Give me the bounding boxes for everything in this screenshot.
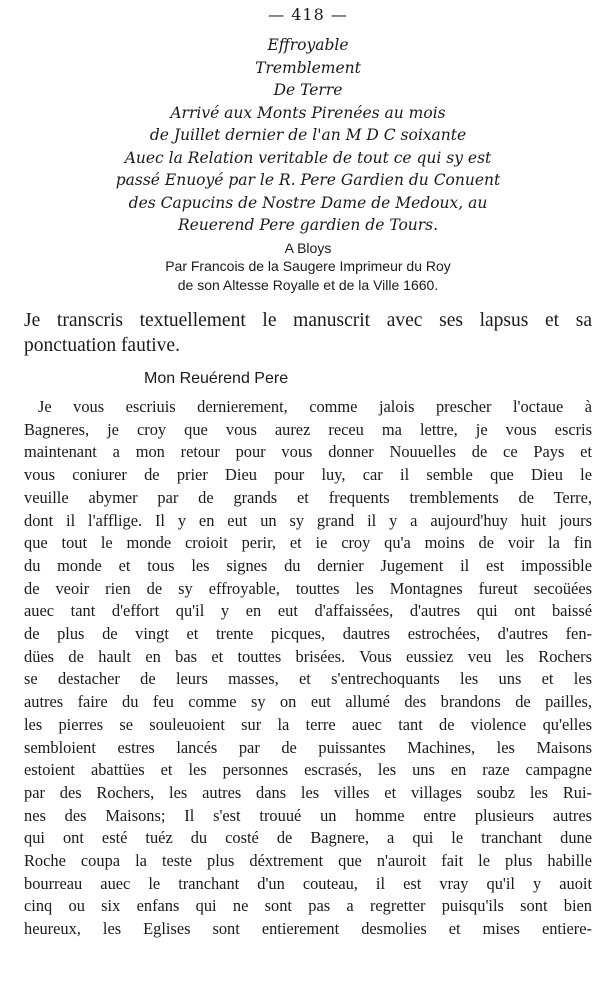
letter-line: Bagneres, je croy que vous aurez receu ma lettre, je vous escris xyxy=(24,419,592,439)
letter-line: Je vous escriuis dernierement, comme jalois prescher l'octaue à xyxy=(38,397,592,416)
letter-line: qui ont esté tuéz du costé de Bagnere, a qui le tranchant dune xyxy=(24,828,592,848)
letter-line: Roche coupa la teste plus déxtrement que n'auroit fait le plus habille xyxy=(24,851,592,871)
letter-line: du monde et tous les signes du dernier Jugement il est impossible xyxy=(24,555,592,575)
pamphlet-title xyxy=(24,34,592,237)
letter-line: de veoir rien de sy effroyable, touttes les Montagnes fureut secoüées xyxy=(24,578,592,598)
letter-line: bourreau auec le tranchant d'un couteau, il est vray qu'il y auoit xyxy=(24,873,592,893)
title-line: Arrivé aux Monts Pirenées au mois xyxy=(170,103,446,122)
imprint-line: de son Altesse Royalle et de la Ville 1660. xyxy=(177,276,439,293)
editor-note-line: Je transcris textuellement le manuscrit avec ses lapsus et sa xyxy=(24,310,592,331)
title-line: de Juillet dernier de l'an M D C soixante xyxy=(149,126,467,144)
letter-line: de plus de vingt et trente picques, dautres estrochées, d'autres fen- xyxy=(24,624,592,644)
letter-body xyxy=(24,396,592,941)
letter-line: dont il l'afflige. Il y en eut un sy grand il y a aujourd'huy huit jours xyxy=(24,510,592,530)
letter-line: sembloient estres lancés par de puissantes Machines, les Maisons xyxy=(24,737,592,757)
letter-line: se destacher de leurs masses, et s'entrechoquants les uns et les xyxy=(24,669,592,689)
title-line: Tremblement xyxy=(255,58,361,77)
letter-line: estoient abattües et les personnes escrasés, les uns en raze campagne xyxy=(24,760,592,780)
letter-line: vous coniurer de prier Dieu pour luy, car il semble que Dieu le xyxy=(24,465,592,485)
letter-line: dües de hault en bas et touttes brisées. Vous eussiez veu les Rochers xyxy=(24,646,592,666)
letter-line: autres faire du feu comme sy on eut allumé des brandons de pailles, xyxy=(24,692,592,712)
title-line: passé Enuoyé par le R. Pere Gardien du Conuent xyxy=(115,171,501,189)
title-line: Effroyable xyxy=(267,36,349,54)
editor-note xyxy=(24,308,592,358)
letter-line: veuille abymer par de grands et frequents tremblements de Terre, xyxy=(24,487,592,507)
letter-line: cinq ou six enfans qui ne sont pas a regretter puisqu'ils sont bien xyxy=(24,896,592,916)
imprint-line: Par Francois de la Saugere Imprimeur du Roy xyxy=(165,258,451,274)
title-line: des Capucins de Nostre Dame de Medoux, au xyxy=(128,193,488,212)
letter-line: que tout le monde croioit perir, et ie croy qu'a moins de voir la fin xyxy=(24,533,592,553)
letter-line: auec tant d'effort qu'il y en eut d'affaissées, d'autres qui ont baissé xyxy=(24,601,592,621)
title-line: Reuerend Pere gardien de Tours. xyxy=(177,216,439,234)
letter-salutation: Mon Reuérend Pere xyxy=(144,370,289,387)
letter-line: par des Rochers, les autres dans les villes et villages soubz les Rui- xyxy=(24,782,592,802)
imprint-line: A Bloys xyxy=(284,239,332,256)
page-number: — 418 — xyxy=(268,5,348,24)
editor-note-line: ponctuation fautive. xyxy=(24,335,180,356)
title-line: Auec la Relation veritable de tout ce qui sy est xyxy=(124,148,492,167)
letter-line: heureux, les Eglises sont entierement desmolies et mises entiere- xyxy=(24,919,592,939)
imprint xyxy=(24,239,592,295)
letter-line: les pierres se souleuoient sur la terre auec tant de violence qu'elles xyxy=(24,714,592,734)
letter-line: maintenant a mon retour pour vous donner Nouuelles de ce Pays et xyxy=(24,442,592,462)
letter-line: nes des Maisons; Il s'est trouué un homme entre plusieurs autres xyxy=(24,805,592,825)
title-line: De Terre xyxy=(273,81,343,99)
